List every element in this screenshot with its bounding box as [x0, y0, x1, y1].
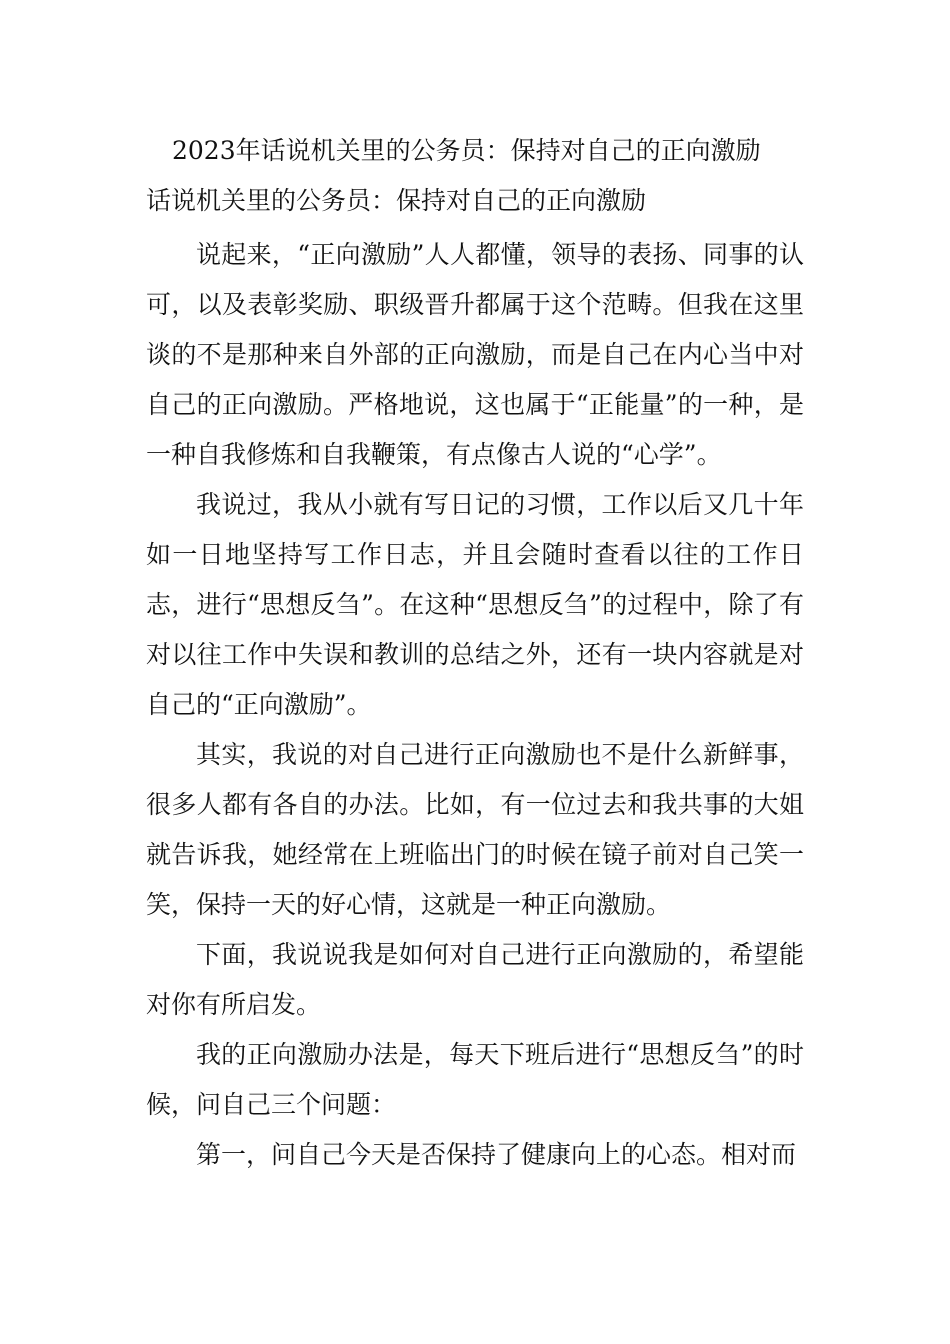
paragraph-1: 说起来，“正向激励”人人都懂，领导的表扬、同事的认可，以及表彰奖励、职级晋升都属于这个范畴。但我在这里谈的不是那种来自外部的正向激励，而是自己在内心当中对自己的正向激励。严格地说，这也属于“正能量”的一种，是一种自我修炼和自我鞭策，有点像古人说的“心学”。: [146, 240, 804, 469]
document-title: 2023年话说机关里的公务员：保持对自己的正向激励: [172, 136, 761, 165]
document-body: [146, 230, 804, 1180]
paragraph-4: 下面，我说说我是如何对自己进行正向激励的，希望能对你有所启发。: [146, 940, 804, 1019]
paragraph-5: 我的正向激励办法是，每天下班后进行“思想反刍”的时候，问自己三个问题：: [146, 1040, 804, 1119]
paragraph-6: 第一，问自己今天是否保持了健康向上的心态。相对而: [196, 1140, 797, 1169]
document-subtitle: 话说机关里的公务员：保持对自己的正向激励: [146, 186, 647, 215]
paragraph-3: 其实，我说的对自己进行正向激励也不是什么新鲜事，很多人都有各自的办法。比如，有一位过去和我共事的大姐就告诉我，她经常在上班临出门的时候在镜子前对自己笑一笑，保持一天的好心情，这就是一种正向激励。: [146, 740, 804, 919]
paragraph-2: 我说过，我从小就有写日记的习惯，工作以后又几十年如一日地坚持写工作日志，并且会随时查看以往的工作日志，进行“思想反刍”。在这种“思想反刍”的过程中，除了有对以往工作中失误和教训的总结之外，还有一块内容就是对自己的“正向激励”。: [146, 490, 804, 719]
